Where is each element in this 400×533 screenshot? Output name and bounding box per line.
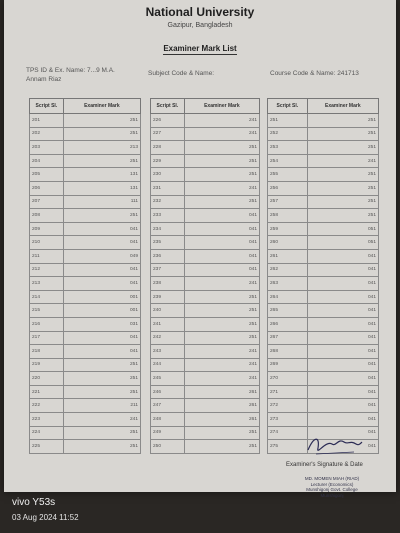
examiner-mark-cell: 041 <box>63 345 140 359</box>
table-row <box>30 331 141 345</box>
table-row <box>268 317 379 331</box>
script-serial-cell: 239 <box>151 290 185 304</box>
script-serial-cell: 272 <box>268 399 308 413</box>
examiner-mark-cell: 041 <box>184 249 259 263</box>
camera-watermark-datetime: 03 Aug 2024 11:52 <box>12 513 79 522</box>
table-row <box>151 249 260 263</box>
script-serial-cell: 254 <box>268 154 308 168</box>
examiner-mark-cell: 041 <box>307 426 378 440</box>
script-serial-cell: 260 <box>268 236 308 250</box>
table-row <box>151 372 260 386</box>
table-row <box>151 195 260 209</box>
table-row <box>268 154 379 168</box>
table-row <box>151 209 260 223</box>
script-serial-cell: 264 <box>268 290 308 304</box>
examiner-mark-cell: 211 <box>63 399 140 413</box>
examiner-mark-cell: 241 <box>184 181 259 195</box>
table-row <box>268 372 379 386</box>
script-serial-cell: 249 <box>151 426 185 440</box>
script-serial-cell: 267 <box>268 331 308 345</box>
examiner-mark-cell: 001 <box>63 290 140 304</box>
examiner-mark-cell: 041 <box>307 290 378 304</box>
examiner-mark-cell: 251 <box>184 154 259 168</box>
table-row <box>30 413 141 427</box>
examiner-mark-cell: 241 <box>184 277 259 291</box>
script-serial-cell: 218 <box>30 345 64 359</box>
examiner-mark-cell: 001 <box>63 304 140 318</box>
examiner-mark-cell: 251 <box>184 440 259 454</box>
script-serial-cell: 219 <box>30 358 64 372</box>
table-row <box>268 277 379 291</box>
script-serial-cell: 215 <box>30 304 64 318</box>
script-serial-cell: 269 <box>268 358 308 372</box>
table-row <box>268 331 379 345</box>
script-serial-cell: 224 <box>30 426 64 440</box>
table-row <box>268 304 379 318</box>
table-row <box>151 345 260 359</box>
examiner-mark-cell: 251 <box>63 385 140 399</box>
table-row <box>151 399 260 413</box>
table-row <box>151 426 260 440</box>
marks-table-2 <box>150 98 260 454</box>
table-row <box>30 440 141 454</box>
column-header-script: Script Sl. <box>30 99 64 114</box>
script-serial-cell: 216 <box>30 317 64 331</box>
script-serial-cell: 230 <box>151 168 185 182</box>
table-row <box>268 236 379 250</box>
signature-label: Examiner's Signature & Date <box>286 462 363 468</box>
examiner-mark-cell: 041 <box>63 222 140 236</box>
script-serial-cell: 265 <box>268 304 308 318</box>
script-serial-cell: 247 <box>151 399 185 413</box>
examiner-mark-cell: 251 <box>63 209 140 223</box>
table-row <box>151 263 260 277</box>
script-serial-cell: 256 <box>268 181 308 195</box>
table-row <box>30 195 141 209</box>
script-serial-cell: 252 <box>268 127 308 141</box>
script-serial-cell: 240 <box>151 304 185 318</box>
table-row <box>151 168 260 182</box>
table-row <box>151 358 260 372</box>
script-serial-cell: 273 <box>268 413 308 427</box>
script-serial-cell: 266 <box>268 317 308 331</box>
table-row <box>268 413 379 427</box>
examiner-mark-cell: 213 <box>63 141 140 155</box>
examiner-mark-cell: 251 <box>63 127 140 141</box>
script-serial-cell: 270 <box>268 372 308 386</box>
examiner-mark-cell: 051 <box>307 222 378 236</box>
university-name: National University <box>145 5 255 19</box>
examiner-mark-cell: 241 <box>184 127 259 141</box>
table-row <box>268 168 379 182</box>
table-row <box>151 385 260 399</box>
script-serial-cell: 205 <box>30 168 64 182</box>
script-serial-cell: 262 <box>268 263 308 277</box>
examiner-mark-cell: 251 <box>307 181 378 195</box>
table-row <box>151 154 260 168</box>
examiner-mark-cell: 251 <box>307 114 378 128</box>
table-row <box>268 263 379 277</box>
table-row <box>268 141 379 155</box>
table-row <box>151 114 260 128</box>
examiner-mark-cell: 041 <box>307 440 378 454</box>
script-serial-cell: 257 <box>268 195 308 209</box>
examiner-mark-cell: 241 <box>184 372 259 386</box>
course-code-label: Course Code & Name: 241713 <box>270 70 359 77</box>
examiner-mark-cell: 251 <box>184 195 259 209</box>
marks-table-1 <box>29 98 141 454</box>
examiner-name-line: Annam Riaz <box>26 76 62 83</box>
table-row <box>268 358 379 372</box>
table-row <box>268 127 379 141</box>
script-serial-cell: 237 <box>151 263 185 277</box>
script-serial-cell: 258 <box>268 209 308 223</box>
table-row <box>151 290 260 304</box>
script-serial-cell: 238 <box>151 277 185 291</box>
table-row <box>268 385 379 399</box>
examiner-mark-cell: 251 <box>63 426 140 440</box>
table-row <box>30 236 141 250</box>
column-header-script: Script Sl. <box>151 99 185 114</box>
table-row <box>268 195 379 209</box>
script-serial-cell: 210 <box>30 236 64 250</box>
script-serial-cell: 243 <box>151 345 185 359</box>
examiner-mark-cell: 041 <box>184 263 259 277</box>
script-serial-cell: 229 <box>151 154 185 168</box>
table-row <box>30 263 141 277</box>
table-row <box>30 249 141 263</box>
examiner-mark-cell: 241 <box>184 358 259 372</box>
table-row <box>151 181 260 195</box>
table-row <box>30 181 141 195</box>
table-row <box>30 426 141 440</box>
script-serial-cell: 203 <box>30 141 64 155</box>
examiner-mark-cell: 041 <box>307 317 378 331</box>
script-serial-cell: 234 <box>151 222 185 236</box>
examiner-mark-cell: 049 <box>63 249 140 263</box>
script-serial-cell: 211 <box>30 249 64 263</box>
table-row <box>268 222 379 236</box>
script-serial-cell: 201 <box>30 114 64 128</box>
script-serial-cell: 253 <box>268 141 308 155</box>
examiner-mark-cell: 241 <box>184 345 259 359</box>
list-title: Examiner Mark List <box>163 44 237 53</box>
script-serial-cell: 248 <box>151 413 185 427</box>
script-serial-cell: 235 <box>151 236 185 250</box>
column-header-mark: Examiner Mark <box>307 99 378 114</box>
table-row <box>30 345 141 359</box>
script-serial-cell: 263 <box>268 277 308 291</box>
examiner-mark-cell: 251 <box>63 114 140 128</box>
examiner-mark-cell: 041 <box>184 222 259 236</box>
examiner-mark-cell: 041 <box>307 358 378 372</box>
examiner-mark-cell: 241 <box>184 114 259 128</box>
script-serial-cell: 214 <box>30 290 64 304</box>
subject-code-label: Subject Code & Name: <box>148 70 215 77</box>
column-header-mark: Examiner Mark <box>184 99 259 114</box>
examiner-mark-cell: 241 <box>63 413 140 427</box>
script-serial-cell: 271 <box>268 385 308 399</box>
column-header-script: Script Sl. <box>268 99 308 114</box>
examiner-mark-cell: 041 <box>307 413 378 427</box>
table-row <box>30 372 141 386</box>
examiner-mark-cell: 051 <box>307 236 378 250</box>
table-row <box>30 290 141 304</box>
script-serial-cell: 261 <box>268 249 308 263</box>
table-row <box>151 304 260 318</box>
table-row <box>151 127 260 141</box>
table-row <box>268 114 379 128</box>
script-serial-cell: 208 <box>30 209 64 223</box>
script-serial-cell: 250 <box>151 440 185 454</box>
examiner-mark-cell: 251 <box>184 168 259 182</box>
table-row <box>268 345 379 359</box>
script-serial-cell: 228 <box>151 141 185 155</box>
examiner-mark-cell: 131 <box>63 181 140 195</box>
script-serial-cell: 221 <box>30 385 64 399</box>
table-row <box>30 304 141 318</box>
script-serial-cell: 236 <box>151 249 185 263</box>
script-serial-cell: 207 <box>30 195 64 209</box>
examiner-mark-cell: 251 <box>184 304 259 318</box>
table-row <box>151 222 260 236</box>
script-serial-cell: 231 <box>151 181 185 195</box>
script-serial-cell: 206 <box>30 181 64 195</box>
table-row <box>30 209 141 223</box>
script-serial-cell: 232 <box>151 195 185 209</box>
script-serial-cell: 251 <box>268 114 308 128</box>
examiner-mark-cell: 111 <box>63 195 140 209</box>
examiner-mark-cell: 251 <box>63 440 140 454</box>
table-row <box>268 181 379 195</box>
script-serial-cell: 244 <box>151 358 185 372</box>
examiner-mark-cell: 251 <box>307 195 378 209</box>
examiner-mark-cell: 041 <box>184 236 259 250</box>
table-row <box>151 440 260 454</box>
examiner-mark-cell: 251 <box>63 372 140 386</box>
script-serial-cell: 220 <box>30 372 64 386</box>
script-serial-cell: 241 <box>151 317 185 331</box>
examiner-mark-cell: 041 <box>63 263 140 277</box>
script-serial-cell: 209 <box>30 222 64 236</box>
camera-watermark-brand: vivo Y53s <box>12 497 56 508</box>
examiner-mark-cell: 251 <box>63 154 140 168</box>
script-serial-cell: 226 <box>151 114 185 128</box>
table-row <box>30 168 141 182</box>
script-serial-cell: 223 <box>30 413 64 427</box>
script-serial-cell: 212 <box>30 263 64 277</box>
table-row <box>30 127 141 141</box>
table-row <box>30 399 141 413</box>
university-location: Gazipur, Bangladesh <box>167 22 233 29</box>
examiner-mark-cell: 041 <box>307 372 378 386</box>
script-serial-cell: 225 <box>30 440 64 454</box>
table-row <box>151 413 260 427</box>
examiner-mark-cell: 041 <box>184 209 259 223</box>
script-serial-cell: 204 <box>30 154 64 168</box>
script-serial-cell: 213 <box>30 277 64 291</box>
examiner-mark-cell: 041 <box>307 331 378 345</box>
examiner-id-line: TPS ID & Ex. Name: 7...9 M.A. <box>26 67 115 74</box>
script-serial-cell: 246 <box>151 385 185 399</box>
script-serial-cell: 242 <box>151 331 185 345</box>
examiner-mark-cell: 251 <box>307 209 378 223</box>
examiner-mark-cell: 131 <box>63 168 140 182</box>
handwritten-signature <box>304 432 364 460</box>
column-header-mark: Examiner Mark <box>63 99 140 114</box>
examiner-mark-cell: 251 <box>184 426 259 440</box>
script-serial-cell: 259 <box>268 222 308 236</box>
table-row <box>151 317 260 331</box>
table-row <box>30 154 141 168</box>
examiner-mark-cell: 251 <box>184 331 259 345</box>
examiner-mark-cell: 251 <box>307 168 378 182</box>
examiner-seal-stamp: MD. MOMEN MIAH (RIAD) Lecturer (Economics) Munshigonj Govt. College Munshigonj <box>304 476 360 498</box>
table-row <box>30 141 141 155</box>
script-serial-cell: 245 <box>151 372 185 386</box>
table-row <box>268 249 379 263</box>
document-page <box>4 0 396 498</box>
script-serial-cell: 275 <box>268 440 308 454</box>
examiner-mark-cell: 251 <box>184 290 259 304</box>
examiner-mark-cell: 251 <box>307 141 378 155</box>
examiner-mark-cell: 041 <box>307 399 378 413</box>
examiner-mark-cell: 261 <box>184 413 259 427</box>
table-row <box>268 399 379 413</box>
table-row <box>30 222 141 236</box>
examiner-mark-cell: 041 <box>307 277 378 291</box>
table-row <box>268 290 379 304</box>
examiner-mark-cell: 251 <box>184 141 259 155</box>
examiner-mark-cell: 041 <box>307 249 378 263</box>
marks-table-3 <box>267 98 379 454</box>
examiner-mark-cell: 251 <box>184 317 259 331</box>
examiner-mark-cell: 041 <box>307 345 378 359</box>
table-row <box>30 385 141 399</box>
examiner-mark-cell: 031 <box>63 317 140 331</box>
script-serial-cell: 233 <box>151 209 185 223</box>
examiner-mark-cell: 041 <box>63 277 140 291</box>
examiner-mark-cell: 251 <box>307 127 378 141</box>
examiner-mark-cell: 261 <box>184 399 259 413</box>
script-serial-cell: 255 <box>268 168 308 182</box>
examiner-mark-cell: 041 <box>63 331 140 345</box>
table-row <box>151 331 260 345</box>
script-serial-cell: 268 <box>268 345 308 359</box>
script-serial-cell: 227 <box>151 127 185 141</box>
table-row <box>30 114 141 128</box>
examiner-mark-cell: 241 <box>307 154 378 168</box>
script-serial-cell: 274 <box>268 426 308 440</box>
examiner-mark-cell: 251 <box>63 358 140 372</box>
table-row <box>151 277 260 291</box>
table-row <box>30 277 141 291</box>
examiner-mark-cell: 041 <box>63 236 140 250</box>
table-row <box>268 209 379 223</box>
table-row <box>151 236 260 250</box>
examiner-mark-cell: 041 <box>307 263 378 277</box>
script-serial-cell: 222 <box>30 399 64 413</box>
script-serial-cell: 202 <box>30 127 64 141</box>
examiner-mark-cell: 261 <box>184 385 259 399</box>
examiner-mark-cell: 041 <box>307 385 378 399</box>
table-row <box>30 358 141 372</box>
table-row <box>30 317 141 331</box>
script-serial-cell: 217 <box>30 331 64 345</box>
table-row <box>151 141 260 155</box>
examiner-mark-cell: 041 <box>307 304 378 318</box>
